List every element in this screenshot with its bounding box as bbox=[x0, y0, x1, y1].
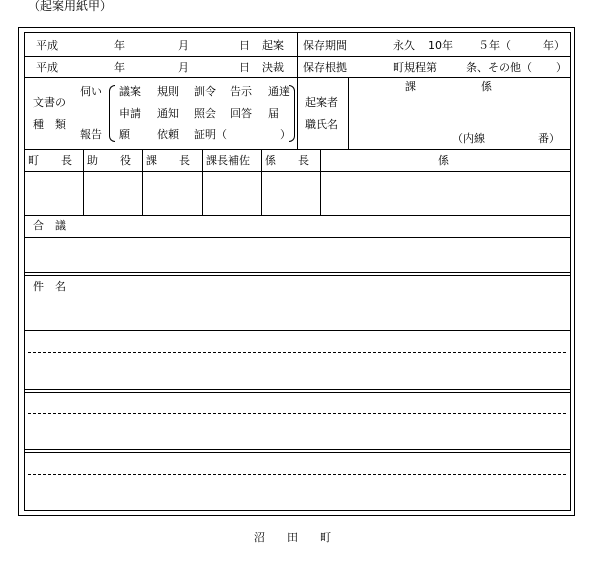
day-label: 日 bbox=[239, 61, 250, 74]
kitei-label: 町規程第 bbox=[393, 61, 437, 74]
doc-type-label-bottom: 種 類 bbox=[33, 118, 66, 131]
doc-type-tsuchi: 通知 bbox=[157, 107, 179, 120]
eikyu-option: 永久 bbox=[393, 39, 415, 52]
rule bbox=[24, 389, 570, 390]
doc-type-kaito: 回答 bbox=[230, 107, 252, 120]
divider bbox=[348, 77, 349, 149]
jo-other-label: 条、その他（ bbox=[466, 61, 532, 74]
gougi-field[interactable] bbox=[24, 238, 570, 272]
stamp-cell-kacho-hosa[interactable] bbox=[203, 172, 261, 215]
hokoku-option: 報告 bbox=[80, 128, 102, 141]
heisei-label: 平成 bbox=[36, 39, 58, 52]
doc-type-shinsei: 申請 bbox=[119, 107, 141, 120]
doc-type-label-top: 文書の bbox=[33, 96, 66, 109]
bracket-open bbox=[109, 85, 115, 142]
body-area-1[interactable] bbox=[24, 331, 570, 389]
footer-town-name: 沼 田 町 bbox=[254, 531, 331, 544]
drafter-ka: 課 bbox=[405, 80, 416, 93]
divider bbox=[297, 32, 298, 77]
doc-type-shomei-close: ） bbox=[280, 128, 291, 141]
other-close: ） bbox=[556, 61, 567, 74]
approval-header-kacho-hosa: 課長補佐 bbox=[206, 154, 250, 167]
kessai-label: 決裁 bbox=[262, 61, 284, 74]
approval-header-kakari: 係 bbox=[438, 154, 449, 167]
divider bbox=[297, 77, 298, 149]
doc-type-shokai: 照会 bbox=[194, 107, 216, 120]
doc-type-negai: 願 bbox=[119, 128, 130, 141]
year-close: 年） bbox=[543, 39, 565, 52]
hozon-konkyo-label: 保存根拠 bbox=[303, 61, 347, 74]
kenmei-field[interactable] bbox=[24, 296, 570, 330]
month-label: 月 bbox=[178, 61, 189, 74]
doc-type-shomei: 証明（ bbox=[194, 128, 227, 141]
drafter-naisen: （内線 bbox=[452, 132, 485, 145]
rule bbox=[24, 275, 570, 276]
hozon-kikan-label: 保存期間 bbox=[303, 39, 347, 52]
ten-year-option: 10年 bbox=[428, 39, 453, 52]
stamp-cell-kakaricho[interactable] bbox=[262, 172, 320, 215]
doc-type-kunrei: 訓令 bbox=[194, 85, 216, 98]
five-year-option: ５年（ bbox=[478, 39, 511, 52]
approval-header-kakaricho: 係 長 bbox=[265, 154, 309, 167]
ukagai-option: 伺い bbox=[80, 85, 102, 98]
approval-header-joyaku: 助 役 bbox=[87, 154, 131, 167]
kian-label: 起案 bbox=[262, 39, 284, 52]
stamp-cell-joyaku[interactable] bbox=[84, 172, 142, 215]
doc-type-todoke: 届 bbox=[268, 107, 279, 120]
day-label: 日 bbox=[239, 39, 250, 52]
doc-type-kisoku: 規則 bbox=[157, 85, 179, 98]
body-area-2[interactable] bbox=[24, 393, 570, 449]
year-label: 年 bbox=[114, 39, 125, 52]
drafter-ban: 番） bbox=[538, 132, 560, 145]
approval-header-chocho: 町 長 bbox=[28, 154, 72, 167]
body-area-3[interactable] bbox=[24, 453, 570, 509]
doc-type-kokuji: 告示 bbox=[230, 85, 252, 98]
kenmei-label: 件 名 bbox=[33, 280, 66, 293]
stamp-cell-chocho[interactable] bbox=[24, 172, 83, 215]
doc-type-tsutatsu: 通達 bbox=[268, 85, 290, 98]
drafter-label-top: 起案者 bbox=[305, 96, 338, 109]
rule bbox=[24, 272, 570, 273]
month-label: 月 bbox=[178, 39, 189, 52]
drafter-kakari: 係 bbox=[481, 80, 492, 93]
stamp-cell-kakari[interactable] bbox=[321, 172, 569, 215]
year-label: 年 bbox=[114, 61, 125, 74]
form-title: （起案用紙甲） bbox=[28, 0, 113, 13]
doc-type-gian: 議案 bbox=[119, 85, 141, 98]
doc-type-irai: 依頼 bbox=[157, 128, 179, 141]
rule bbox=[24, 215, 570, 216]
gougi-label: 合 議 bbox=[33, 219, 66, 232]
stamp-cell-kacho[interactable] bbox=[143, 172, 202, 215]
drafter-label-bottom: 職氏名 bbox=[305, 118, 338, 131]
rule bbox=[24, 149, 570, 150]
rule bbox=[24, 449, 570, 450]
approval-header-kacho: 課 長 bbox=[146, 154, 190, 167]
heisei-label: 平成 bbox=[36, 61, 58, 74]
